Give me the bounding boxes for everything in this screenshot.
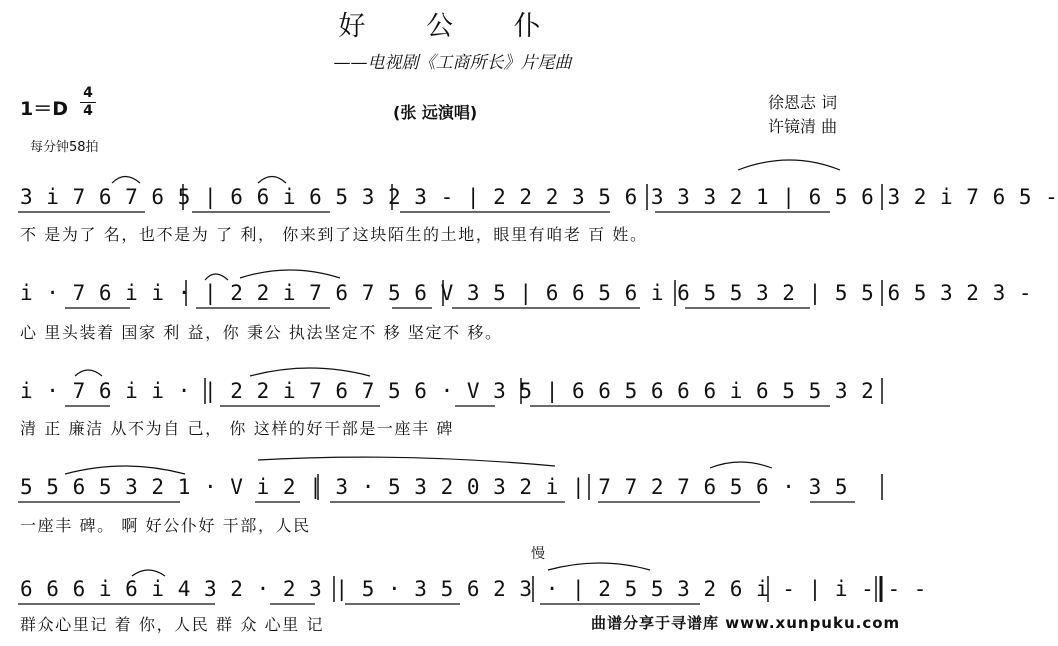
tempo-change-marking: 慢 [531, 546, 545, 562]
singer-credit: (张 远演唱) [393, 103, 478, 122]
composer-credit: 许镜清 曲 [768, 117, 838, 136]
lyrics-line-1: 不 是为了 名，也不是为 了 利， 你来到了这块陌生的土地，眼里有咱老 百 姓。 [20, 225, 648, 244]
note-beams [18, 212, 855, 604]
lyricist-credit: 徐恩志 词 [768, 93, 838, 112]
lyrics-line-3: 清 正 廉洁 从不为自 己， 你 这样的好干部是一座丰 碑 [20, 419, 455, 438]
tempo-marking: 每分钟58拍 [30, 140, 99, 155]
time-signature-top: 4 [83, 85, 93, 101]
key-signature: 1＝D [20, 98, 68, 120]
notation-line-2: i · 7 6 i i · | 2 2 i 7 6 7 5 6 V 3 5 | 6 6 5 6 i 6 5 5 3 2 | 5 5 6 5 3 2 3 - [20, 281, 1033, 305]
time-signature [80, 86, 96, 119]
lyrics-line-4: 一座丰 碑。 啊 好公仆好 干部，人民 [20, 516, 311, 535]
watermark: 曲谱分享于寻谱库 www.xunpuku.com [591, 614, 901, 632]
notation-line-5: 6 6 6 i 6 i 4 3 2 · 2 3 | 5 · 3 5 6 2 3 · | 2 5 5 3 2 6 i - | i - - - [20, 577, 927, 601]
song-subtitle: ——电视剧《工商所长》片尾曲 [333, 53, 572, 73]
lyrics-line-5: 群众心里记 着 你，人民 群 众 心里 记 [20, 615, 325, 634]
notation-line-1: 3 i 7 6 7 6 5 | 6 6 i 6 5 3 2 3 - | 2 2 2 3 5 6 3 3 3 2 1 | 6 5 6 3 2 i 7 6 5 - [20, 185, 1058, 209]
notation-line-4: 5 5 6 5 3 2 1 · V i 2 | 3 · 5 3 2 0 3 2 i | 7 7 2 7 6 5 6 · 3 5 [20, 475, 849, 499]
song-title: 好 公 仆 [338, 11, 567, 42]
notation-line-3: i · 7 6 i i · | 2 2 i 7 6 7 5 6 · V 3 5 | 6 6 5 6 6 6 i 6 5 5 3 2 [20, 379, 875, 403]
lyrics-line-2: 心 里头装着 国家 利 益，你 秉公 执法坚定不 移 坚定不 移。 [20, 323, 503, 342]
time-signature-bottom: 4 [83, 103, 93, 119]
